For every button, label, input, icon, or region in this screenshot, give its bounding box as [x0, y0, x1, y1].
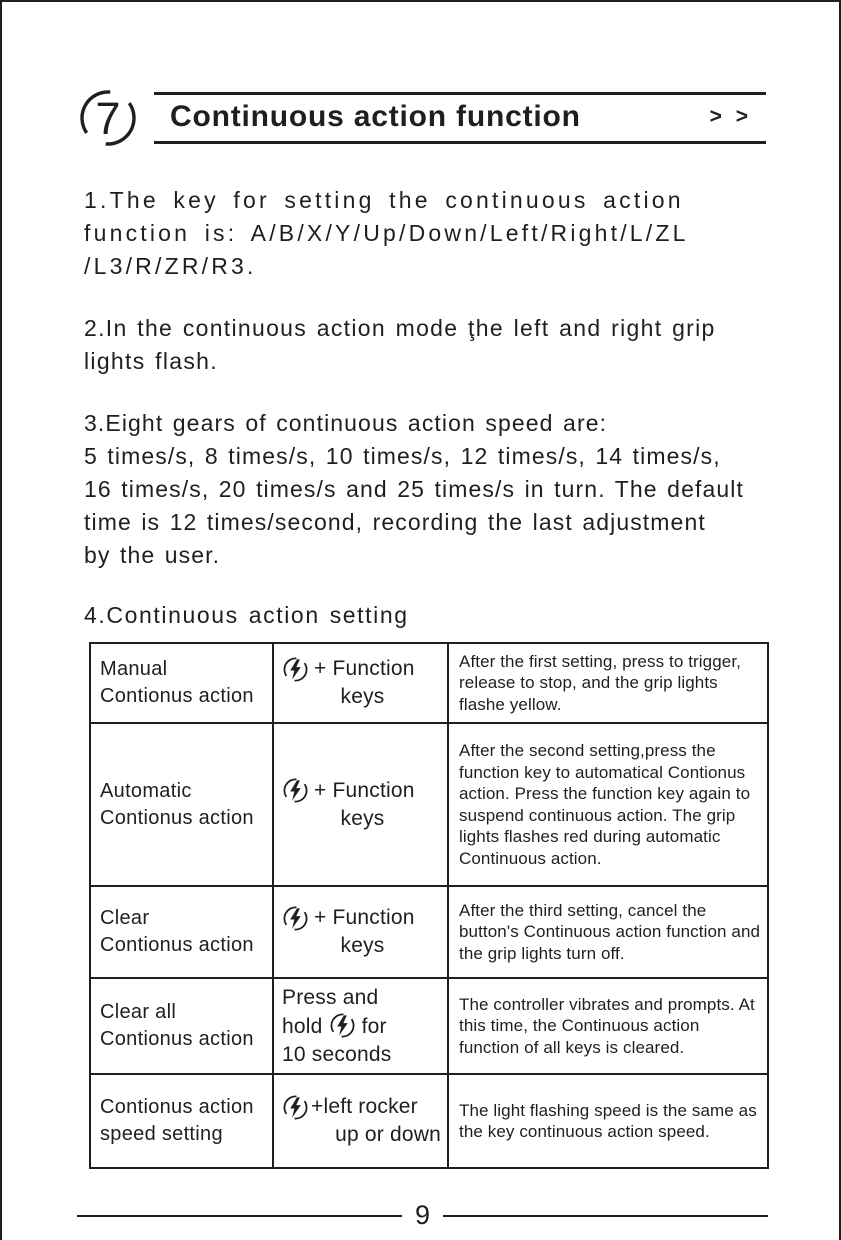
- mode-cell: [90, 978, 273, 1074]
- paragraph-line: /L3/R/ZR/R3.: [84, 253, 257, 279]
- trigger-text: keys: [340, 806, 385, 830]
- mode-name-line: Contionus action: [100, 806, 254, 829]
- paragraph-setting-heading: 4.Continuous action setting: [84, 602, 409, 628]
- trigger-text: keys: [340, 934, 385, 957]
- mode-name-line: speed setting: [100, 1123, 223, 1145]
- paragraph-line: 3.Eight gears of continuous action speed are:: [84, 410, 608, 436]
- mode-name-line: Contionus action: [100, 1096, 254, 1118]
- trigger-text: Press and: [282, 985, 379, 1009]
- turbo-lightning-icon: [282, 905, 309, 932]
- page-footer: [77, 1202, 768, 1229]
- trigger-text: + Function: [314, 906, 415, 929]
- paragraph-line: 2.In the continuous action mode ţhe left and right grip: [84, 315, 716, 341]
- mode-cell: [90, 723, 273, 886]
- trigger-text: for: [361, 1014, 387, 1038]
- trigger-cell: [273, 886, 448, 978]
- paragraph-line: function is: A/B/X/Y/Up/Down/Left/Right/L/ZL: [84, 220, 689, 246]
- trigger-text: + Function: [314, 778, 415, 802]
- mode-cell: [90, 886, 273, 978]
- section-header: [78, 88, 766, 148]
- paragraph-line: by the user.: [84, 542, 221, 568]
- paragraph-speed-gears: [84, 407, 773, 572]
- chevrons-icon: > >: [709, 105, 752, 128]
- table-row-manual: [90, 643, 768, 723]
- mode-name-line: Contionus action: [100, 1028, 254, 1050]
- turbo-lightning-icon: [282, 777, 309, 804]
- section-number: 7: [95, 93, 121, 144]
- paragraph-line: 1.The key for setting the continuous action: [84, 187, 684, 213]
- mode-name-line: Clear all: [100, 1001, 177, 1023]
- mode-cell: [90, 1074, 273, 1168]
- title-box: [154, 92, 766, 144]
- description-cell: After the first setting, press to trigger, release to stop, and the grip lights flashe yellow.: [448, 643, 768, 723]
- paragraph-grip-lights: [84, 312, 773, 378]
- table-row-clear: [90, 886, 768, 978]
- description-cell: The light flashing speed is the same as the key continuous action speed.: [448, 1074, 768, 1168]
- description-cell: After the third setting, cancel the button's Continuous action function and the grip lights turn off.: [448, 886, 768, 978]
- table-row-automatic: [90, 723, 768, 886]
- trigger-text: keys: [340, 685, 385, 708]
- turbo-lightning-icon: [282, 656, 309, 683]
- paragraph-line: 5 times/s, 8 times/s, 10 times/s, 12 times/s, 14 times/s,: [84, 443, 721, 469]
- turbo-lightning-icon: [282, 1094, 309, 1121]
- trigger-text: up or down: [335, 1123, 441, 1146]
- table-row-clear-all: [90, 978, 768, 1074]
- mode-name-line: Contionus action: [100, 934, 254, 956]
- footer-rule-left: [77, 1215, 402, 1217]
- description-cell: After the second setting,press the function key to automatical Contionus action. Press the function key again to suspend continuous action. The grip lights flashes red during automatic Continuous action.: [448, 723, 768, 886]
- trigger-cell: [273, 723, 448, 886]
- trigger-cell: [273, 643, 448, 723]
- section-number-badge: [78, 88, 138, 148]
- paragraph-keys: [84, 184, 773, 283]
- mode-cell: [90, 643, 273, 723]
- mode-name-line: Contionus action: [100, 685, 254, 707]
- mode-name-line: Manual: [100, 658, 168, 680]
- continuous-action-table: [89, 642, 769, 1169]
- trigger-text: 10 seconds: [282, 1042, 392, 1066]
- page-title: Continuous action function: [170, 100, 581, 133]
- table-row-speed-setting: [90, 1074, 768, 1168]
- trigger-text: +left rocker: [311, 1095, 418, 1118]
- footer-rule-right: [443, 1215, 768, 1217]
- turbo-lightning-icon: [329, 1012, 356, 1039]
- trigger-cell: [273, 978, 448, 1074]
- mode-name-line: Automatic: [100, 779, 192, 802]
- trigger-text: hold: [282, 1014, 323, 1038]
- paragraph-line: lights flash.: [84, 348, 218, 374]
- mode-name-line: Clear: [100, 907, 150, 929]
- trigger-text: + Function: [314, 657, 415, 680]
- paragraph-line: time is 12 times/second, recording the last adjustment: [84, 509, 706, 535]
- paragraph-line: 16 times/s, 20 times/s and 25 times/s in turn. The default: [84, 476, 744, 502]
- trigger-cell: [273, 1074, 448, 1168]
- page-number: 9: [414, 1200, 431, 1230]
- description-cell: The controller vibrates and prompts. At this time, the Continuous action function of all keys is cleared.: [448, 978, 768, 1074]
